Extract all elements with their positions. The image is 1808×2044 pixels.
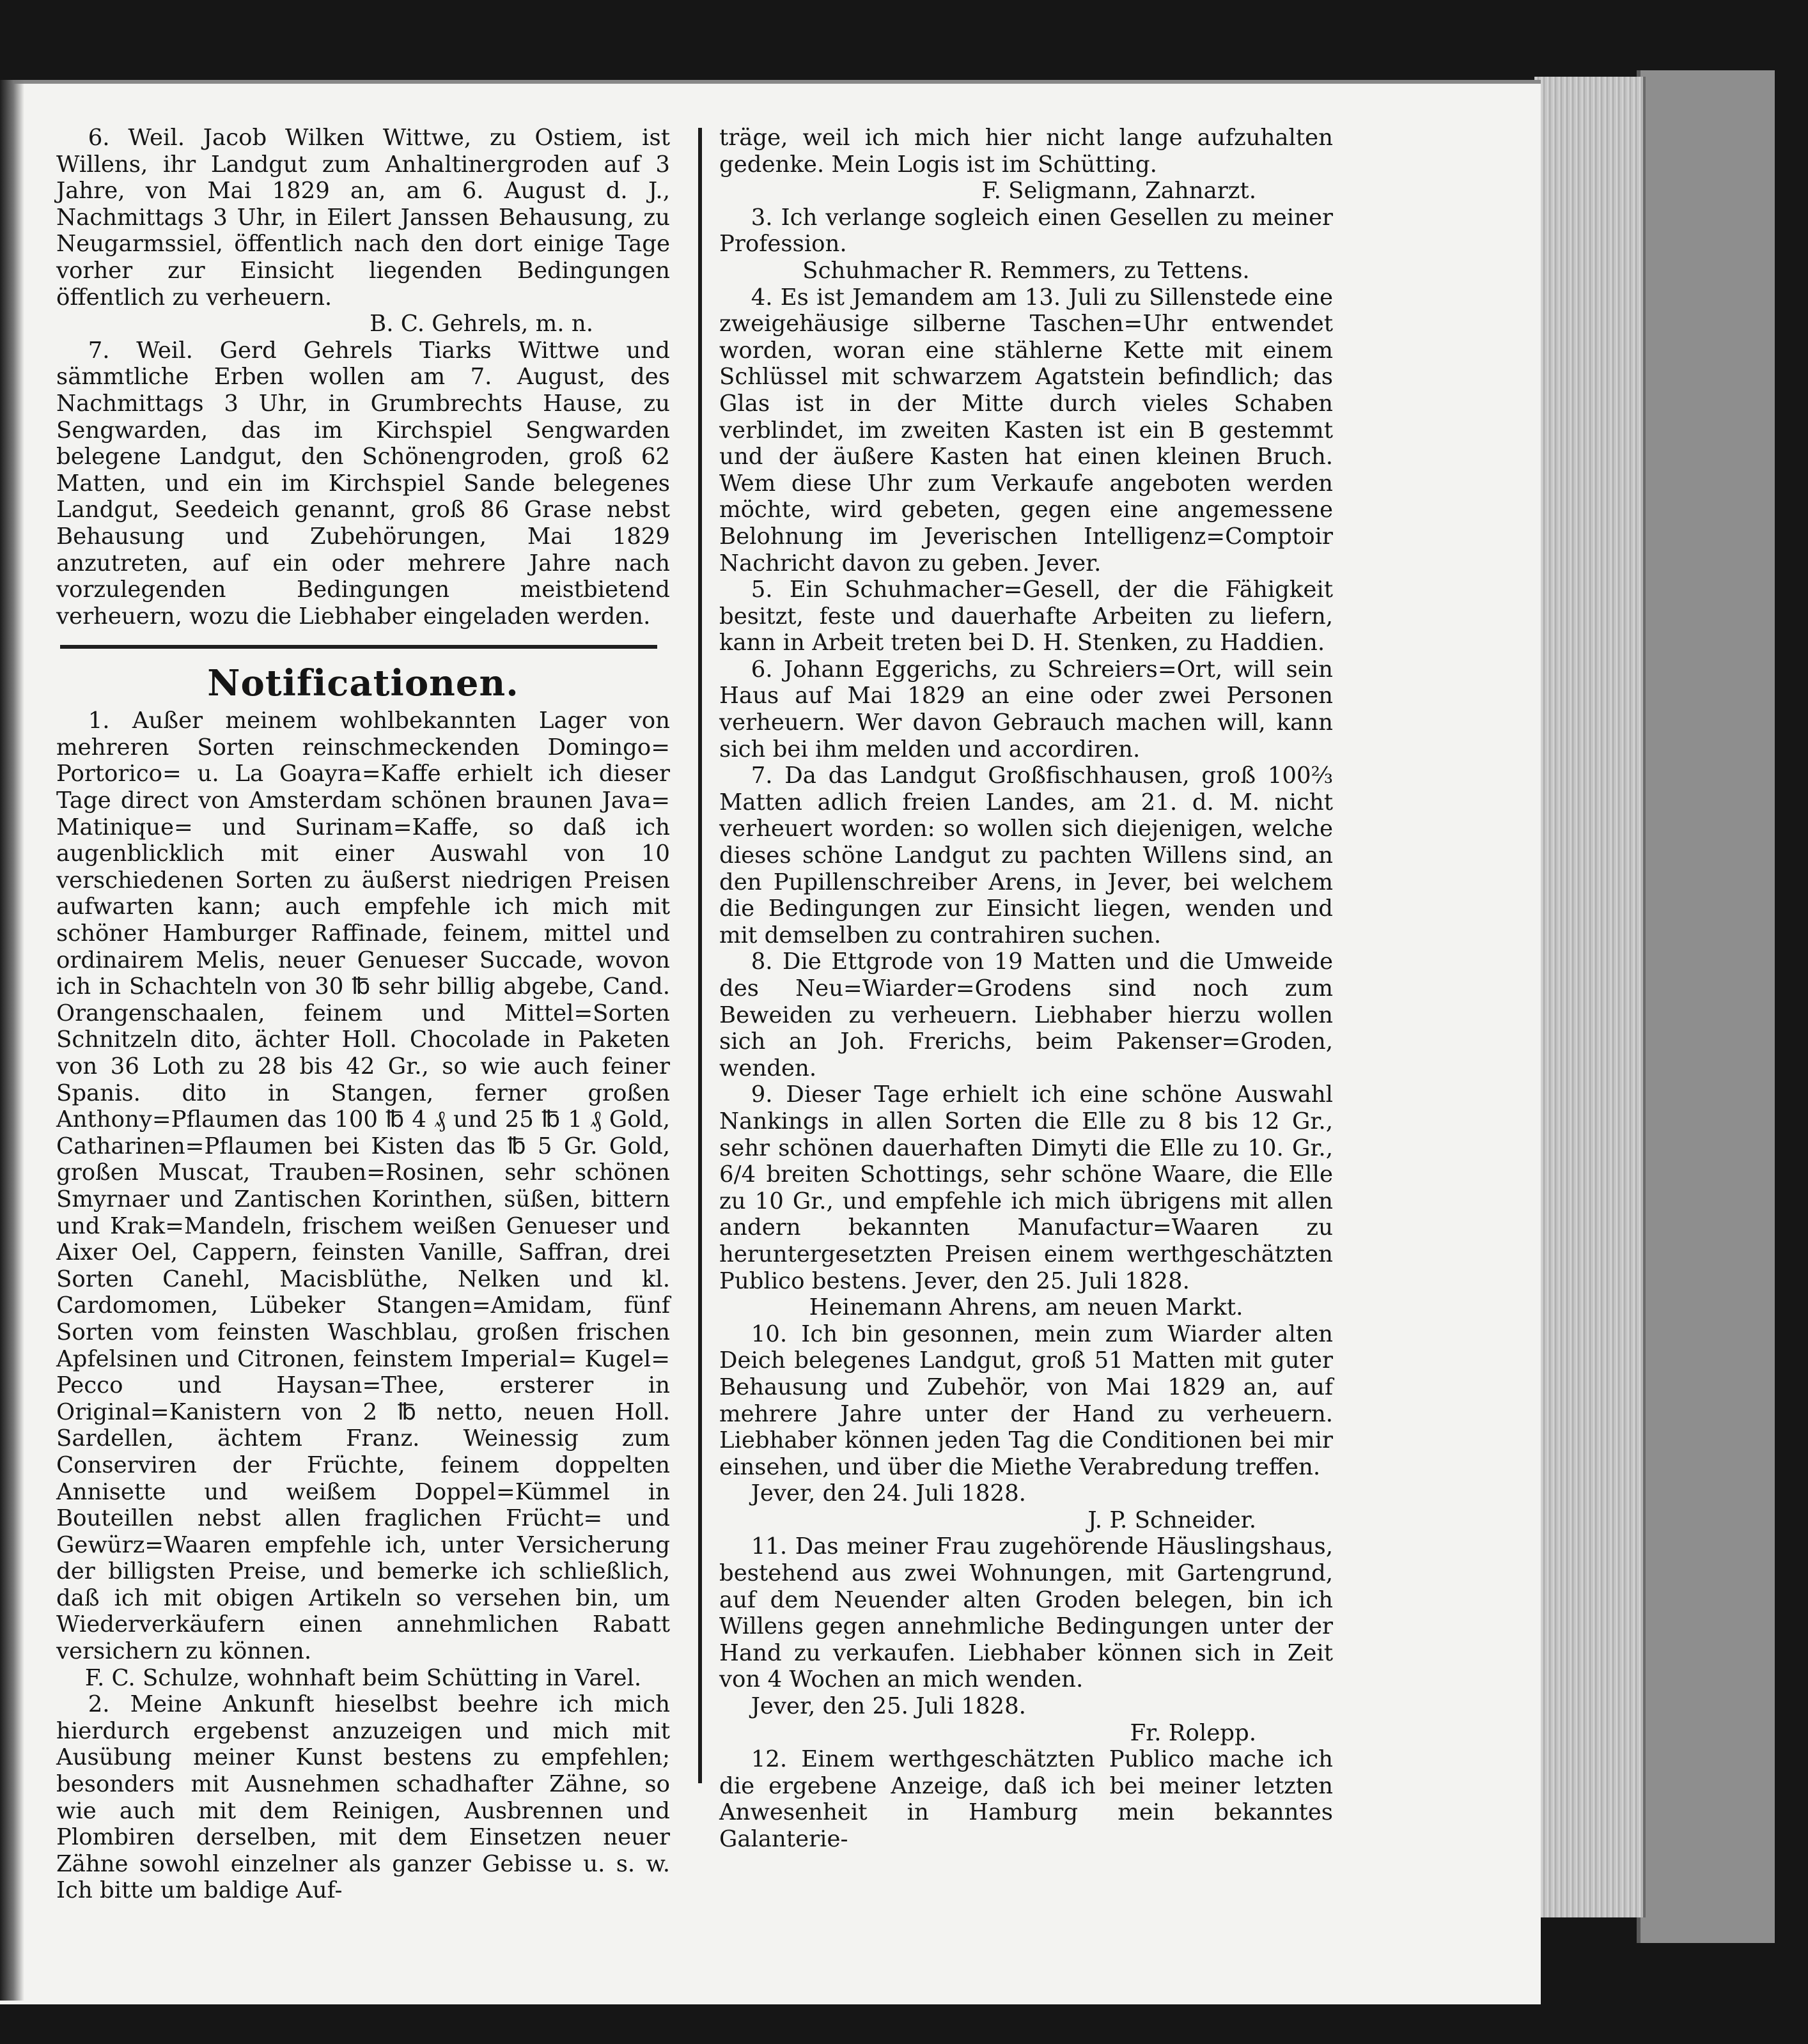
notice-7-landgut: 7. Weil. Gerd Gehrels Tiarks Wittwe und sämmtliche Erben wollen am 7. August, des Nachmittags 3 Uhr, in Grumbrechts Hause, zu Sengwarden, das im Kirchspiel Sengwarden belegene Landgut, den Schönengroden, groß 62 Matten, und ein im Kirchspiel Sande belegenes Landgut, Seedeich genannt, groß 86 Grase nebst Behausung und Zubehörungen, Mai 1829 anzutreten, auf ein oder mehrere Jahre nach vorzulegenden Bedingungen meistbietend verheuern, wozu die Liebhaber eingeladen werden. [56, 337, 670, 630]
notification-2: 2. Meine Ankunft hieselbst beehre ich mich hierdurch ergebenst anzuzeigen und mich mit Ausübung meiner Kunst bestens zu empfehlen; besonders mit Ausnehmen schadhafter Zähne, so wie auch mit dem Reinigen, Ausbrennen und Plombiren derselben, mit dem Einsetzen neuer Zähne sowohl einzelner als ganzer Gebisse u. s. w. Ich bitte um baldige Auf- [56, 1691, 670, 1904]
notification-11-signature: Fr. Rolepp. [1130, 1719, 1256, 1746]
notification-11: 11. Das meiner Frau zugehörende Häuslingshaus, bestehend aus zwei Wohnungen, mit Gartengrund, auf dem Neuender alten Groden belegen, bin ich Willens gegen annehmliche Bedingungen unter der Hand zu verkaufen. Liebhaber können sich in Zeit von 4 Wochen an mich wenden. [719, 1533, 1333, 1693]
notification-11-date: Jever, den 25. Juli 1828. [751, 1693, 1026, 1720]
notification-10-signature: J. P. Schneider. [1087, 1506, 1256, 1533]
notification-9: 9. Dieser Tage erhielt ich eine schöne Auswahl Nankings in allen Sorten die Elle zu 8 bis 12 Gr., sehr schönen dauerhaften Dimyti die Elle zu 10. Gr., 6/4 breiten Schottings, sehr schöne Waare, die Elle zu 10 Gr., und empfehle ich mich übrigens mit allen andern bekannten Manufactur=Waaren zu heruntergesetzten Preisen einem werthgeschätzten Publico bestens. Jever, den 25. Juli 1828. [719, 1081, 1333, 1294]
notification-2-signature: F. Seligmann, Zahnarzt. [981, 178, 1256, 205]
notification-9-signature: Heinemann Ahrens, am neuen Markt. [809, 1294, 1243, 1321]
notification-2-continued: träge, weil ich mich hier nicht lange aufzuhalten gedenke. Mein Logis ist im Schütting. [719, 125, 1333, 178]
notification-1-signature: F. C. Schulze, wohnhaft beim Schütting in Varel. [84, 1664, 642, 1691]
notification-4: 4. Es ist Jemandem am 13. Juli zu Sillenstede eine zweigehäusige silberne Taschen=Uhr entwendet worden, woran eine stählerne Kette mit einem Schlüssel mit schwarzem Agatstein befindlich; das Glas ist in der Mitte durch vieles Schaben verblindet, im zweiten Kasten ist ein B gestemmt und der äußere Kasten hat einen kleinen Bruch. Wem diese Uhr zum Verkaufe angeboten werden möchte, wird gebeten, gegen eine angemessene Belohnung im Jeverischen Intelligenz=Comptoir Nachricht davon zu geben. Jever. [719, 284, 1333, 577]
section-title: Notificationen. [207, 662, 519, 705]
column-divider [698, 128, 702, 1783]
notification-7: 7. Da das Landgut Großfischhausen, groß 100⅔ Matten adlich freien Landes, am 21. d. M. nicht verheuert worden: so wollen sich diejenigen, welche dieses schöne Landgut zu pachten Willens sind, an den Pupillenschreiber Arens, in Jever, bei welchem die Bedingungen zur Einsicht liegen, wenden und mit demselben zu contrahiren suchen. [719, 763, 1333, 948]
notification-10-date: Jever, den 24. Juli 1828. [751, 1480, 1026, 1507]
notification-5: 5. Ein Schuhmacher=Gesell, der die Fähigkeit besitzt, feste und dauerhafte Arbeiten zu liefern, kann in Arbeit treten bei D. H. Stenken, zu Haddien. [719, 577, 1333, 656]
section-rule [60, 645, 657, 649]
notification-1: 1. Außer meinem wohlbekannten Lager von mehreren Sorten reinschmeckenden Domingo= Portorico= u. La Goayra=Kaffe erhielt ich dieser Tage direct von Amsterdam schönen braunen Java= Matinique= und Surinam=Kaffe, so daß ich augenblicklich mit einer Auswahl von 10 verschiedenen Sorten zu äußerst niedrigen Preisen aufwarten kann; auch empfehle ich mich mit schöner Hamburger Raffinade, feinem, mittel und ordinairem Melis, neuer Genueser Succade, wovon ich in Schachteln von 30 ℔ sehr billig abgebe, Cand. Orangenschaalen, feinem und Mittel=Sorten Schnitzeln dito, ächter Holl. Chocolade in Paketen von 36 Loth zu 28 bis 42 Gr., so wie auch feiner Spanis. dito in Stangen, ferner großen Anthony=Pflaumen das 100 ℔ 4 ₰ und 25 ℔ 1 ₰ Gold, Catharinen=Pflaumen bei Kisten das ℔ 5 Gr. Gold, großen Muscat, Trauben=Rosinen, sehr schönen Smyrnaer und Zantischen Korinthen, süßen, bittern und Krak=Mandeln, frischem weißen Genueser und Aixer Oel, Cappern, feinsten Vanille, Saffran, drei Sorten Canehl, Macisblüthe, Nelken und kl. Cardomomen, Lübeker Stangen=Amidam, fünf Sorten vom feinsten Waschblau, großen frischen Apfelsinen und Citronen, feinstem Imperial= Kugel= Pecco und Haysan=Thee, ersterer in Original=Kanistern von 2 ℔ netto, neuen Holl. Sardellen, ächtem Franz. Weinessig zum Conserviren der Früchte, feinem doppelten Annisette und weißem Doppel=Kümmel in Bouteillen nebst allen fraglichen Frücht= und Gewürz=Waaren empfehle ich, unter Versicherung der billigsten Preise, und bemerke ich schließlich, daß ich mit obigen Artikeln so versehen bin, um Wiederverkäufern einen annehmlichen Rabatt versichern zu können. [56, 708, 670, 1665]
notification-3: 3. Ich verlange sogleich einen Gesellen zu meiner Profession. [719, 204, 1333, 258]
notification-10: 10. Ich bin gesonnen, mein zum Wiarder alten Deich belegenes Landgut, groß 51 Matten mit guter Behausung und Zubehör, von Mai 1829 an, auf mehrere Jahre unter der Hand zu verheuern. Liebhaber können jeden Tag die Conditionen bei mir einsehen, und über die Miethe Verabredung treffen. [719, 1320, 1333, 1480]
notification-12: 12. Einem werthgeschätzten Publico mache ich die ergebene Anzeige, daß ich bei meiner letzten Anwesenheit in Hamburg mein bekanntes Galanterie- [719, 1746, 1333, 1852]
right-column [719, 125, 1333, 1853]
book-cover-board [1637, 70, 1775, 1943]
left-column [56, 125, 670, 1904]
page-edges [1534, 77, 1646, 1917]
spine-shadow [0, 80, 24, 2001]
notification-8: 8. Die Ettgrode von 19 Matten und die Umweide des Neu=Wiarder=Grodens sind noch zum Beweiden zu verheuern. Liebhaber hierzu wollen sich an Joh. Frerichs, beim Pakenser=Groden, wenden. [719, 948, 1333, 1081]
notification-6: 6. Johann Eggerichs, zu Schreiers=Ort, will sein Haus auf Mai 1829 an eine oder zwei Personen verheuern. Wer davon Gebrauch machen will, kann sich bei ihm melden und accordiren. [719, 656, 1333, 763]
notice-6-landgut: 6. Weil. Jacob Wilken Wittwe, zu Ostiem, ist Willens, ihr Landgut zum Anhaltinergroden auf 3 Jahre, von Mai 1829 an, am 6. August d. J., Nachmittags 3 Uhr, in Eilert Janssen Behausung, zu Neugarmssiel, öffentlich nach den dort einige Tage vorher zur Einsicht liegenden Bedingungen öffentlich zu verheuern. [56, 125, 670, 311]
notification-3-signature: Schuhmacher R. Remmers, zu Tettens. [802, 257, 1250, 284]
notice-6-signature: B. C. Gehrels, m. n. [370, 311, 593, 337]
